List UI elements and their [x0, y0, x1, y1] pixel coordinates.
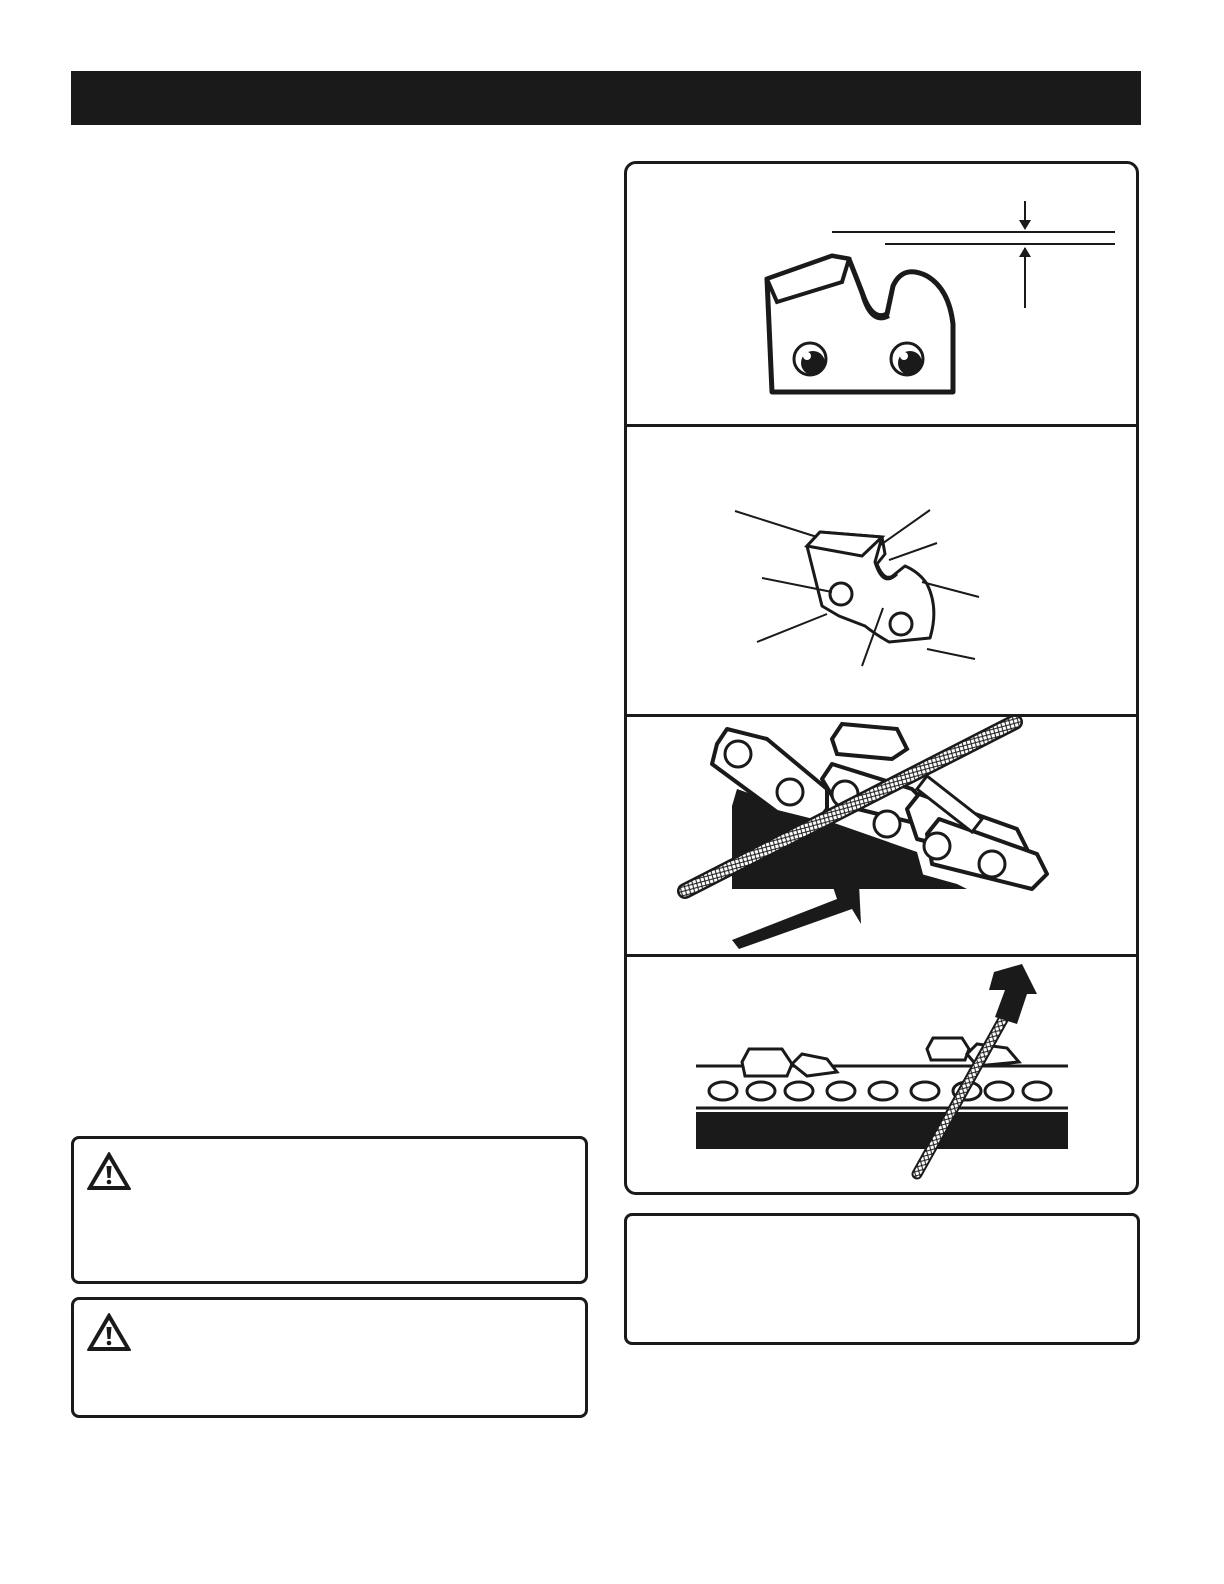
- note-box: [624, 1213, 1140, 1345]
- figure-divider: [627, 424, 1136, 427]
- warning-triangle-icon: [86, 1151, 132, 1191]
- cutter-parts-diagram: [735, 510, 979, 666]
- figure-divider: [627, 954, 1136, 957]
- cutter-depth-gauge-diagram: [767, 201, 1115, 392]
- figure-divider: [627, 714, 1136, 717]
- file-sharpening-angle-diagram: [685, 722, 1047, 949]
- warning-triangle-icon: [86, 1312, 132, 1352]
- warning-box: [71, 1136, 588, 1284]
- warning-box: [71, 1297, 588, 1418]
- file-stroke-direction-diagram: [696, 964, 1068, 1174]
- figure-panel: [624, 161, 1139, 1195]
- section-header-bar: [71, 71, 1141, 125]
